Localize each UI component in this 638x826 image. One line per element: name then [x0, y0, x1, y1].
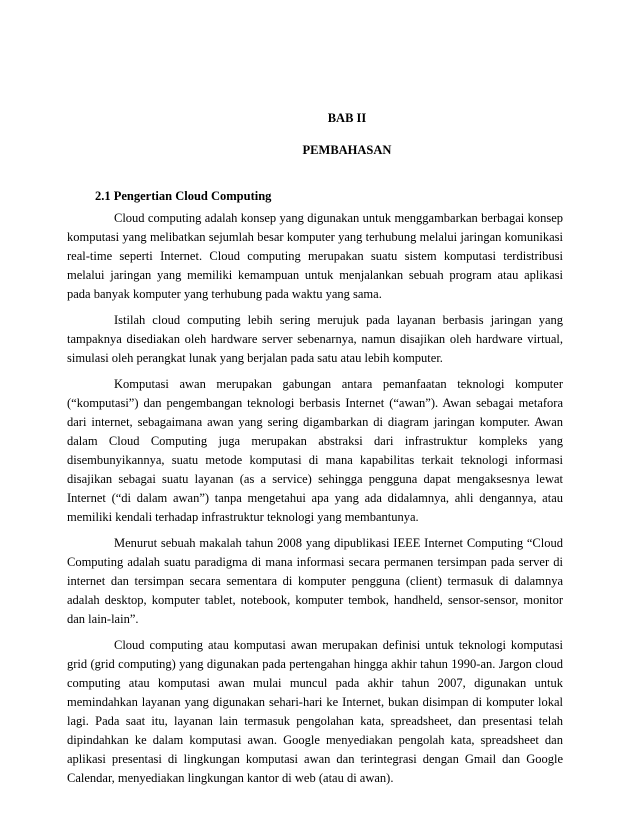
paragraph-ieee-definition: Menurut sebuah makalah tahun 2008 yang dipublikasi IEEE Internet Computing “Cloud Computing adalah suatu paradigma di mana informasi secara permanen tersimpan pada server di internet dan tersimpan secara sementara di komputer pengguna (client) termasuk di dalamnya adalah desktop, komputer tablet, notebook, komputer tembok, handheld, sensor-sensor, monitor dan lain-lain”.: [67, 536, 563, 626]
paragraph-term: Istilah cloud computing lebih sering merujuk pada layanan berbasis jaringan yang tampaknya disediakan oleh hardware server sebenarnya, namun disajikan oleh hardware virtual, simulasi oleh perangkat lunak yang berjalan pada satu atau lebih komputer.: [67, 313, 563, 365]
section-heading: 2.1 Pengertian Cloud Computing: [95, 189, 272, 203]
paragraph-history: Cloud computing atau komputasi awan merupakan definisi untuk teknologi komputasi grid (grid computing) yang digunakan pada pertengahan hingga akhir tahun 1990-an. Jargon cloud computing atau komputasi awan mulai muncul pada akhir tahun 2007, digunakan untuk memindahkan layanan yang digunakan sehari-hari ke Internet, bukan disimpan di komputer lokal lagi. Pada saat itu, layanan lain termasuk pengolahan kata, spreadsheet, dan presentasi telah dipindahkan ke dalam komputasi awan. Google menyediakan pengolah kata, spreadsheet dan aplikasi presentasi di lingkungan komputasi awan dan terintegrasi dengan Gmail dan Google Calendar, menyediakan lingkungan kantor di web (atau di awan).: [67, 638, 563, 785]
body-text: [67, 209, 563, 795]
chapter-number: BAB II: [327, 111, 367, 125]
paragraph-definition: Cloud computing adalah konsep yang digunakan untuk menggambarkan berbagai konsep komputasi yang melibatkan sejumlah besar komputer yang terhubung melalui jaringan komunikasi real-time seperti Internet. Cloud computing merupakan suatu sistem komputasi terdistribusi melalui jaringan yang memiliki kemampuan untuk menjalankan sebuah program atau aplikasi pada banyak komputer yang terhubung pada waktu yang sama.: [67, 211, 563, 301]
paragraph-cloud-metaphor: Komputasi awan merupakan gabungan antara pemanfaatan teknologi komputer (“komputasi”) dan pengembangan teknologi berbasis Internet (“awan”). Awan sebagai metafora dari internet, sebagaimana awan yang sering digambarkan di diagram jaringan komputer. Awan dalam Cloud Computing juga merupakan abstraksi dari infrastruktur kompleks yang disembunyikannya, suatu metode komputasi di mana kapabilitas terkait teknologi informasi disajikan sebagai suatu layanan (as a service) sehingga pengguna dapat mengaksesnya lewat Internet (“di dalam awan”) tanpa mengetahui apa yang ada didalamnya, ahli dengannya, atau memiliki kendali terhadap infrastruktur teknologi yang membantunya.: [67, 377, 563, 524]
chapter-title: PEMBAHASAN: [302, 143, 392, 157]
